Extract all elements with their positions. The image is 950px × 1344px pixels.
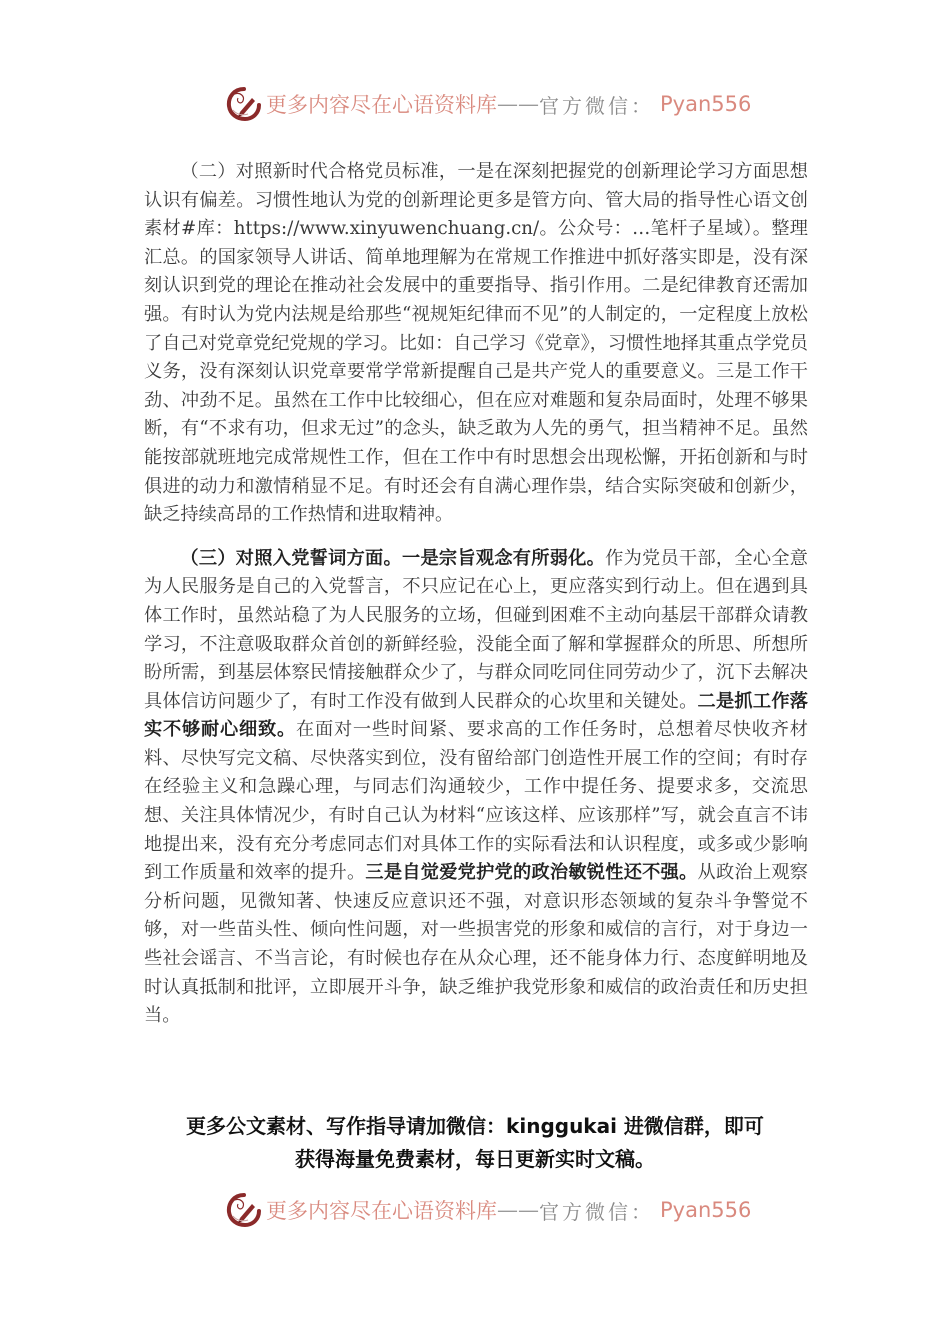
banner-dash: —— xyxy=(497,1198,539,1222)
paragraph-3 xyxy=(144,545,808,1031)
footer-banner xyxy=(226,1190,752,1230)
promo-line-2: 获得海量免费素材，每日更新实时文稿。 xyxy=(295,1147,655,1171)
paragraph-2 xyxy=(144,158,808,530)
section-heading-3: （三）对照入党誓词方面。一是宗旨观念有所弱化。 xyxy=(180,547,606,569)
banner-main-text: 更多内容尽在心语资料库 xyxy=(266,1199,497,1223)
point-heading-2: 二是抓工作落实不够耐心细致。 xyxy=(144,690,808,741)
banner-wechat-label: 官方微信： xyxy=(539,1199,654,1224)
point-heading-3: 三是自觉爱党护党的政治敏锐性还不强。 xyxy=(365,862,698,884)
pen-nib-logo-icon xyxy=(226,86,262,122)
banner-main-text: 更多内容尽在心语资料库 xyxy=(266,93,497,117)
banner-wechat-label: 官方微信： xyxy=(539,93,654,118)
promo-text xyxy=(120,1110,830,1176)
promo-line-1: 更多公文素材、写作指导请加微信：kinggukai 进微信群，即可 xyxy=(186,1114,764,1138)
paragraph-3-text-2: 在面对一些时间紧、要求高的工作任务时，总想着尽快收齐材料、尽快写完文稿、尽快落实到位，没有留给部门创造性开展工作的空间；有时存在经验主义和急躁心理，与同志们沟通较少，工作中提任务、提要求多，交流思想、关注具体情况少，有时自己认为材料“应该这样、应该那样”写，就会直言不讳地提出来，没有充分考虑同志们对具体工作的实际看法和认识程度，或多或少影响到工作质量和效率的提升。 xyxy=(144,719,808,884)
banner-wechat-id: Pyan556 xyxy=(660,1198,752,1222)
banner-wechat-id: Pyan556 xyxy=(660,92,752,116)
document-body xyxy=(144,158,808,1031)
pen-nib-logo-icon xyxy=(226,1192,262,1228)
header-banner xyxy=(226,84,752,124)
paragraph-3-text-3: 从政治上观察分析问题，见微知著、快速反应意识还不强，对意识形态领域的复杂斗争警觉不够，对一些苗头性、倾向性问题，对一些损害党的形象和威信的言行，对于身边一些社会谣言、不当言论，有时候也存在从众心理，还不能身体力行、态度鲜明地及时认真抵制和批评，立即展开斗争，缺乏维护我党形象和威信的政治责任和历史担当。 xyxy=(144,862,808,1027)
banner-dash: —— xyxy=(497,92,539,116)
paragraph-2-text: （二）对照新时代合格党员标准，一是在深刻把握党的创新理论学习方面思想认识有偏差。习惯性地认为党的创新理论更多是管方向、管大局的指导性心语文创素材#库：https://www.xinyuwenchuang.cn/。公众号：…笔杆子星域）。整理汇总。的国家领导人讲话、简单地理解为在常规工作推进中抓好落实即是，没有深刻认识到党的理论在推动社会发展中的重要指导、指引作用。二是纪律教育还需加强。有时认为党内法规是给那些“视规矩纪律而不见”的人制定的，一定程度上放松了自己对党章党纪党规的学习。比如：自己学习《党章》，习惯性地择其重点学党员义务，没有深刻认识党章要常学常新提醒自己是共产党人的重要意义。三是工作干劲、冲劲不足。虽然在工作中比较细心，但在应对难题和复杂局面时，处理不够果断，有“不求有功，但求无过”的念头，缺乏敢为人先的勇气，担当精神不足。虽然能按部就班地完成常规性工作，但在工作中有时思想会出现松懈，开拓创新和与时俱进的动力和激情稍显不足。有时还会有自满心理作祟，结合实际突破和创新少，缺乏持续高昂的工作热情和进取精神。 xyxy=(144,161,808,526)
paragraph-3-text-1: 作为党员干部，全心全意为人民服务是自己的入党誓言，不只应记在心上，更应落实到行动上。但在遇到具体工作时，虽然站稳了为人民服务的立场，但碰到困难不主动向基层干部群众请教学习，不注意吸取群众首创的新鲜经验，没能全面了解和掌握群众的所思、所想所盼所需，到基层体察民情接触群众少了，与群众同吃同住同劳动少了，沉下去解决具体信访问题少了，有时工作没有做到人民群众的心坎里和关键处。 xyxy=(144,547,808,712)
